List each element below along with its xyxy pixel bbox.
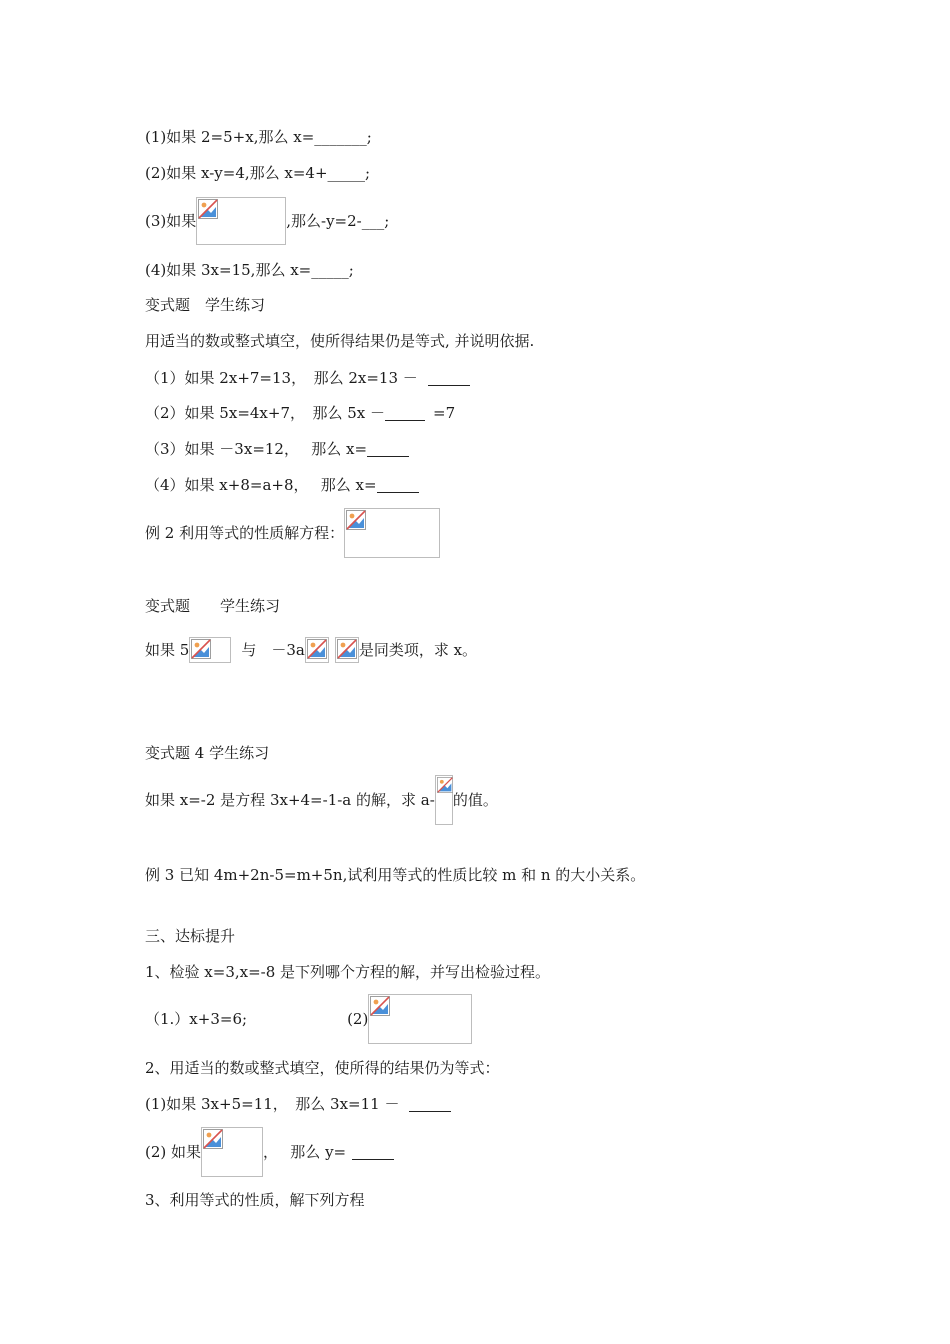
broken-image-icon [437,777,453,793]
example-2 [145,508,440,558]
answer-blank [352,1145,394,1160]
formula-image [368,994,472,1044]
formula-image [344,508,440,558]
task-2-part-2-text: (2) 如果 [145,1143,202,1161]
instruction-text: 用适当的数或整式填空，使所得结果仍是等式, 并说明依据. [145,332,535,350]
formula-image [305,637,329,663]
task-3 [145,1190,365,1210]
exercise-4 [145,475,419,495]
question-1-text: (1)如果 2=5+x,那么 x=_______; [145,128,372,146]
solution-question-text: 如果 x=-2 是方程 3x+4=-1-a 的解，求 a- [145,791,435,809]
task-2-part-2-mid: ， 那么 y= [263,1143,347,1161]
variant-4-heading-text: 变式题 4 学生练习 [145,744,270,762]
section-heading-variant [145,295,265,315]
broken-image-icon [307,639,327,659]
exercise-1 [145,368,470,388]
task-3-text: 3、利用等式的性质，解下列方程 [145,1191,365,1209]
solution-question-suffix: 的值。 [452,791,498,809]
broken-image-icon [346,510,366,530]
section-heading-improve [145,926,235,946]
example-2-text: 例 2 利用等式的性质解方程： [145,524,345,542]
broken-image-icon [198,199,218,219]
like-terms-text-b: 与 －3a [241,641,305,659]
solution-question [145,775,498,825]
task-1-options [145,994,472,1044]
task-1-option-2-label: (2) [347,1010,369,1028]
question-3-prefix: (3)如果 [145,212,197,230]
task-2-part-2 [145,1127,394,1177]
exercise-2-suffix: =7 [433,404,456,422]
section-3-heading-text: 三、达标提升 [145,927,236,945]
broken-image-icon [191,639,211,659]
broken-image-icon [370,996,390,1016]
task-2-part-1-text: (1)如果 3x+5=11， 那么 3x=11 － [145,1095,400,1113]
formula-image [201,1127,263,1177]
instruction [145,331,534,351]
answer-blank [367,442,409,457]
task-2-text: 2、用适当的数或整式填空，使所得的结果仍为等式： [145,1059,500,1077]
question-3 [145,197,389,245]
broken-image-icon [203,1129,223,1149]
task-2-part-1 [145,1094,451,1114]
exercise-2 [145,403,455,423]
variant-heading-text: 变式题 学生练习 [145,597,281,615]
broken-image-icon [337,639,357,659]
formula-image [435,775,453,825]
answer-blank [385,406,425,421]
task-2 [145,1058,500,1078]
like-terms-question [145,633,477,667]
question-3-suffix: ,那么-y=2-___; [286,212,390,230]
exercise-3 [145,439,409,459]
exercise-2-text: （2）如果 5x=4x+7， 那么 5x － [145,404,386,422]
formula-image [189,637,231,663]
formula-image [335,637,359,663]
like-terms-text-c: 是同类项，求 x。 [358,641,478,659]
variant-heading-text: 变式题 学生练习 [145,296,266,314]
task-1 [145,962,550,982]
question-4-text: (4)如果 3x=15,那么 x=_____; [145,261,354,279]
exercise-1-text: （1）如果 2x+7=13， 那么 2x=13 － [145,369,418,387]
question-1 [145,127,372,147]
answer-blank [409,1097,451,1112]
section-heading-variant-4 [145,743,269,763]
exercise-3-text: （3）如果 －3x=12， 那么 x= [145,440,368,458]
formula-image [196,197,286,245]
section-heading-variant-2 [145,596,280,616]
question-2-text: (2)如果 x-y=4,那么 x=4+_____; [145,164,371,182]
like-terms-text-a: 如果 5 [145,641,190,659]
exercise-4-text: （4）如果 x+8=a+8， 那么 x= [145,476,377,494]
task-1-text: 1、检验 x=3,x=-8 是下列哪个方程的解，并写出检验过程。 [145,963,551,981]
task-1-option-1: （1.）x+3=6; [145,1010,248,1028]
question-2 [145,163,370,183]
answer-blank [377,478,419,493]
question-4 [145,260,354,280]
answer-blank [428,371,470,386]
example-3-text: 例 3 已知 4m+2n-5=m+5n,试利用等式的性质比较 m 和 n 的大小关系。 [145,866,646,884]
example-3 [145,865,645,885]
